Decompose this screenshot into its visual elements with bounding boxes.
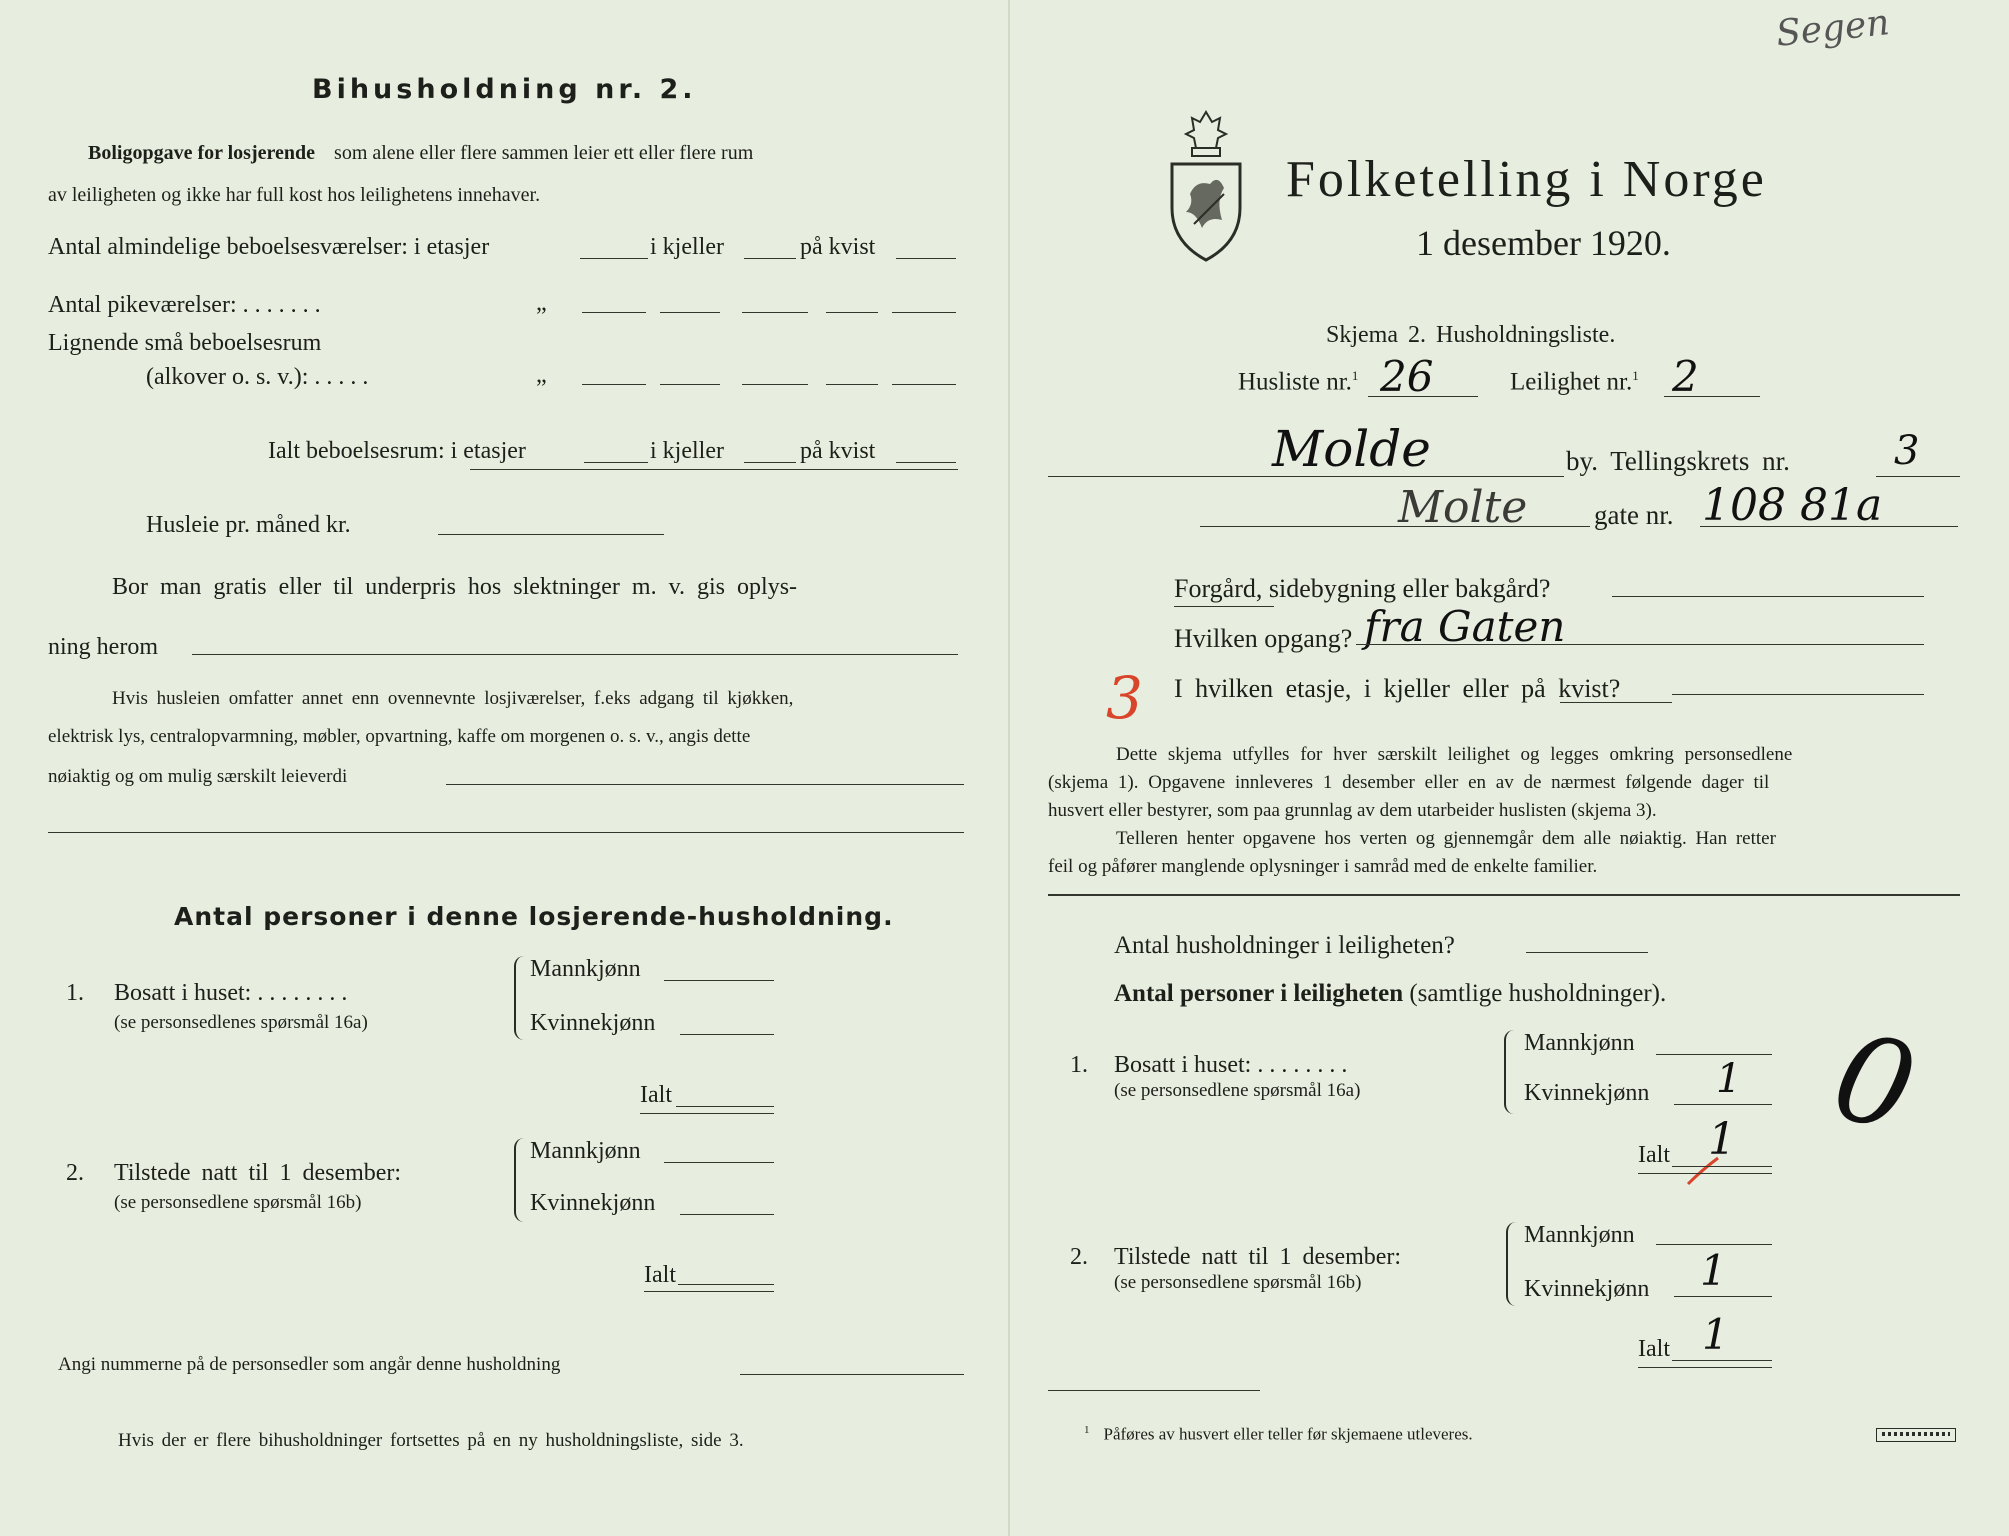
lignende-dash-2 bbox=[826, 384, 878, 385]
ialt-rum-underline bbox=[470, 469, 958, 470]
etasje-red-mark: 3 bbox=[1106, 664, 1143, 732]
right-q2-kvinne-value[interactable]: 1 bbox=[1700, 1246, 1727, 1295]
right-q2-ialt-underline bbox=[1638, 1367, 1772, 1368]
gate-field bbox=[1200, 526, 1590, 527]
right-q2-ialt-field bbox=[1672, 1360, 1772, 1361]
lignende-ditto: „ bbox=[536, 362, 547, 388]
by-field bbox=[1048, 476, 1564, 477]
stamp-hatch bbox=[1882, 1432, 1950, 1436]
bor-man-line1: Bor man gratis eller til underpris hos slektninger m. v. gis oplys- bbox=[112, 574, 798, 600]
etasje-label: I hvilken etasje, i kjeller eller på kvist? bbox=[1174, 674, 1621, 703]
left-q1-sub: (se personsedlenes spørsmål 16a) bbox=[114, 1012, 368, 1033]
ialt-rum-kjeller-label: i kjeller bbox=[650, 438, 724, 464]
left-q1-mann: Mannkjønn bbox=[530, 956, 641, 982]
right-q1-kvinne: Kvinnekjønn bbox=[1524, 1080, 1650, 1106]
left-q2-ialt: Ialt bbox=[644, 1262, 676, 1288]
right-q1-kvinne-field bbox=[1674, 1104, 1772, 1105]
husleie-field[interactable] bbox=[438, 534, 664, 535]
right-q2-mann: Mannkjønn bbox=[1524, 1222, 1635, 1248]
lignende-line2: (alkover o. s. v.): . . . . . bbox=[146, 364, 369, 390]
krets-value[interactable]: 3 bbox=[1894, 428, 1920, 474]
lignende-etasjer-field[interactable] bbox=[582, 384, 646, 385]
leieverdi-field-2[interactable] bbox=[48, 832, 964, 833]
dette-line3: husvert eller bestyrer, som paa grunnlag av dem utarbeider huslisten (skjema 3). bbox=[1048, 800, 1657, 821]
flere-note: Hvis der er flere bihusholdninger fortsettes på en ny husholdningsliste, side 3. bbox=[118, 1430, 744, 1451]
left-q1-kvinne: Kvinnekjønn bbox=[530, 1010, 656, 1036]
coat-of-arms-icon bbox=[1166, 108, 1246, 269]
ialt-rum-kvist-label: på kvist bbox=[800, 438, 876, 464]
right-q1-mann: Mannkjønn bbox=[1524, 1030, 1635, 1056]
right-date: 1 desember 1920. bbox=[1416, 223, 1671, 263]
margin-tally-mark: 0 bbox=[1820, 1006, 1929, 1161]
leilighet-field bbox=[1664, 396, 1760, 397]
right-q1-ialt: Ialt bbox=[1638, 1142, 1670, 1168]
footnote-text: Påføres av husvert eller teller før skjemaene utleveres. bbox=[1103, 1424, 1473, 1444]
husleie-label: Husleie pr. måned kr. bbox=[146, 512, 351, 538]
left-q1-label: Bosatt i huset: . . . . . . . . bbox=[114, 980, 348, 1006]
left-q1-ialt-underline bbox=[640, 1113, 774, 1114]
opgang-label: Hvilken opgang? bbox=[1174, 624, 1353, 653]
right-q2-sub: (se personsedlene spørsmål 16b) bbox=[1114, 1272, 1362, 1293]
ialt-rum-kjeller-field[interactable] bbox=[744, 462, 796, 463]
right-q1-mann-field[interactable] bbox=[1656, 1054, 1772, 1055]
krets-field bbox=[1876, 476, 1960, 477]
lignende-line1: Lignende små beboelsesrum bbox=[48, 330, 322, 356]
left-intro-line2: av leiligheten og ikke har full kost hos leilighetens innehaver. bbox=[48, 184, 541, 206]
dette-line2: (skjema 1). Opgavene innleveres 1 desember eller en av de nærmest følgende dager til bbox=[1048, 772, 1770, 793]
left-antal-heading: Antal personer i denne losjerende-husholdning. bbox=[174, 902, 894, 931]
ialt-rum-etasjer-field[interactable] bbox=[584, 462, 648, 463]
ialt-rum-kvist-field[interactable] bbox=[896, 462, 956, 463]
rooms-etasjer-field[interactable] bbox=[580, 258, 648, 259]
right-q1-ialt-underline bbox=[1638, 1173, 1772, 1174]
left-q1-brace bbox=[514, 956, 526, 1040]
right-q2-label: Tilstede natt til 1 desember: bbox=[1114, 1244, 1402, 1270]
right-q1-ialt-field bbox=[1672, 1166, 1772, 1167]
angi-field[interactable] bbox=[740, 1374, 964, 1375]
antal-pers-line bbox=[1114, 980, 1666, 1008]
hvis-line3: nøiaktig og om mulig særskilt leieverdi bbox=[48, 766, 348, 787]
pike-ditto: „ bbox=[536, 290, 547, 316]
bor-man-field[interactable] bbox=[192, 654, 958, 655]
pike-dash-1 bbox=[660, 312, 720, 313]
forgaard-label: Forgård, sidebygning eller bakgård? bbox=[1174, 574, 1551, 603]
angi-text: Angi nummerne på de personsedler som angår denne husholdning bbox=[58, 1354, 561, 1375]
gate-value[interactable]: Molte bbox=[1398, 482, 1528, 533]
pike-label: Antal pikeværelser: . . . . . . . bbox=[48, 292, 321, 318]
right-q1-sub: (se personsedlene spørsmål 16a) bbox=[1114, 1080, 1361, 1101]
printer-stamp-icon bbox=[1876, 1428, 1956, 1442]
corner-note: Segen bbox=[1774, 2, 1892, 55]
opgang-field bbox=[1356, 644, 1924, 645]
pike-dash-2 bbox=[826, 312, 878, 313]
left-q2-num: 2. bbox=[66, 1160, 84, 1186]
husliste-field bbox=[1368, 396, 1478, 397]
left-q1-num: 1. bbox=[66, 980, 84, 1006]
rooms-kvist-label: på kvist bbox=[800, 234, 876, 260]
right-q2-kvinne: Kvinnekjønn bbox=[1524, 1276, 1650, 1302]
lignende-kvist-field[interactable] bbox=[892, 384, 956, 385]
etasje-field[interactable] bbox=[1672, 694, 1924, 695]
gate-nr-field bbox=[1700, 526, 1958, 527]
leilighet-footnote-mark: 1 bbox=[1632, 368, 1639, 383]
right-q1-ialt-value[interactable]: 1 bbox=[1708, 1114, 1736, 1165]
leilighet-text: Leilighet nr. bbox=[1510, 368, 1633, 396]
right-q1-num: 1. bbox=[1070, 1052, 1088, 1078]
lignende-dash-1 bbox=[660, 384, 720, 385]
right-q1-kvinne-value[interactable]: 1 bbox=[1716, 1056, 1742, 1102]
hvis-line2: elektrisk lys, centralopvarmning, møbler, opvartning, kaffe om morgenen o. s. v., angis dette bbox=[48, 726, 751, 747]
pike-etasjer-field[interactable] bbox=[582, 312, 646, 313]
right-q2-mann-field[interactable] bbox=[1656, 1244, 1772, 1245]
husliste-value[interactable]: 26 bbox=[1380, 352, 1434, 401]
husliste-text: Husliste nr. bbox=[1238, 368, 1352, 396]
opgang-value[interactable]: fra Gaten bbox=[1364, 602, 1566, 651]
right-q2-brace bbox=[1506, 1222, 1518, 1306]
rooms-kvist-field[interactable] bbox=[896, 258, 956, 259]
left-q1-ialt-field[interactable] bbox=[676, 1106, 774, 1107]
footnote-number: 1 bbox=[1084, 1424, 1090, 1436]
left-q1-ialt: Ialt bbox=[640, 1082, 672, 1108]
skjema-label: Skjema 2. Husholdningsliste. bbox=[1326, 322, 1616, 348]
gate-nr-value[interactable]: 108 81a bbox=[1702, 480, 1883, 531]
angi-line bbox=[58, 1354, 560, 1376]
left-q1-mann-field[interactable] bbox=[664, 980, 774, 981]
lignende-kjeller-field[interactable] bbox=[742, 384, 808, 385]
gate-label: gate nr. bbox=[1594, 500, 1674, 530]
antal-pers-bold: Antal personer i leiligheten bbox=[1114, 980, 1404, 1007]
telleren-line2: feil og påfører manglende oplysninger i samråd med de enkelte familier. bbox=[1048, 856, 1598, 877]
left-q2-ialt-field[interactable] bbox=[678, 1284, 774, 1285]
pike-kjeller-field[interactable] bbox=[742, 312, 808, 313]
leilighet-label bbox=[1510, 368, 1639, 396]
footnote-rule bbox=[1048, 1390, 1260, 1391]
right-q2-num: 2. bbox=[1070, 1244, 1088, 1270]
left-title: Bihusholdning nr. 2. bbox=[312, 74, 697, 105]
leieverdi-field[interactable] bbox=[446, 784, 964, 785]
leilighet-value[interactable]: 2 bbox=[1672, 352, 1699, 401]
left-q2-label: Tilstede natt til 1 desember: bbox=[114, 1160, 402, 1186]
husliste-label bbox=[1238, 368, 1358, 396]
rooms-kjeller-field[interactable] bbox=[744, 258, 796, 259]
antal-hush-label: Antal husholdninger i leiligheten? bbox=[1114, 932, 1455, 959]
right-divider bbox=[1048, 894, 1960, 896]
by-value[interactable]: Molde bbox=[1272, 420, 1431, 478]
rooms-label: Antal almindelige beboelsesværelser: i etasjer bbox=[48, 234, 490, 260]
forgaard-underline-mark bbox=[1174, 606, 1274, 607]
left-q2-kvinne-field[interactable] bbox=[680, 1214, 774, 1215]
hvis-line1: Hvis husleien omfatter annet enn ovennevnte losjiværelser, f.eks adgang til kjøkken, bbox=[112, 688, 794, 709]
bor-man-line2: ning herom bbox=[48, 634, 158, 660]
right-title: Folketelling i Norge bbox=[1286, 151, 1767, 208]
left-intro-line1 bbox=[88, 142, 753, 165]
left-q2-brace bbox=[514, 1138, 526, 1222]
left-q2-ialt-underline bbox=[644, 1291, 774, 1292]
telleren-line1: Telleren henter opgavene hos verten og gjennemgår dem alle nøiaktig. Han retter bbox=[1116, 828, 1776, 849]
right-q2-ialt: Ialt bbox=[1638, 1336, 1670, 1362]
rooms-kjeller-label: i kjeller bbox=[650, 234, 724, 260]
ialt-rum-label: Ialt beboelsesrum: i etasjer bbox=[268, 438, 526, 464]
right-q1-label: Bosatt i huset: . . . . . . . . bbox=[1114, 1052, 1348, 1078]
right-q2-kvinne-field bbox=[1674, 1296, 1772, 1297]
left-q2-mann-field[interactable] bbox=[664, 1162, 774, 1163]
pike-kvist-field[interactable] bbox=[892, 312, 956, 313]
etasje-kvist-underline bbox=[1560, 702, 1672, 703]
right-footnote bbox=[1084, 1424, 1473, 1445]
by-label: by. Tellingskrets nr. bbox=[1566, 446, 1790, 476]
right-q1-brace bbox=[1504, 1030, 1516, 1114]
intro-rest: som alene eller flere sammen leier ett eller flere rum bbox=[334, 142, 754, 164]
left-q2-sub: (se personsedlene spørsmål 16b) bbox=[114, 1192, 362, 1213]
dette-line1: Dette skjema utfylles for hver særskilt leilighet og legges omkring personsedlene bbox=[1116, 744, 1793, 765]
page-fold bbox=[1008, 0, 1010, 1536]
husliste-footnote-mark: 1 bbox=[1351, 368, 1359, 383]
antal-hush-field[interactable] bbox=[1526, 952, 1648, 953]
intro-bold: Boligopgave for losjerende bbox=[88, 142, 316, 164]
left-q2-kvinne: Kvinnekjønn bbox=[530, 1190, 656, 1216]
left-q1-kvinne-field[interactable] bbox=[680, 1034, 774, 1035]
antal-pers-rest: (samtlige husholdninger). bbox=[1409, 980, 1667, 1007]
forgaard-field[interactable] bbox=[1612, 596, 1924, 597]
left-q2-mann: Mannkjønn bbox=[530, 1138, 641, 1164]
right-q2-ialt-value[interactable]: 1 bbox=[1702, 1310, 1729, 1359]
